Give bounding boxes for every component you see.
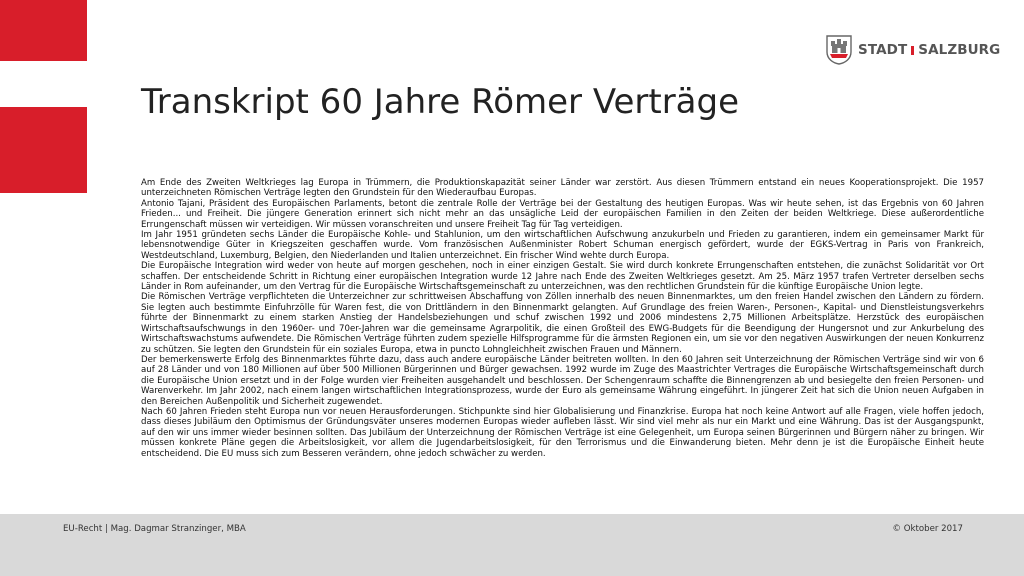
stadt-salzburg-logo xyxy=(826,35,1000,65)
logo-wordmark xyxy=(858,42,1000,58)
transcript-body xyxy=(141,178,984,459)
decorative-red-block-top xyxy=(0,0,87,61)
decorative-red-block-bottom xyxy=(0,107,87,193)
logo-text-stadt: STADT xyxy=(858,42,908,58)
logo-text-salzburg: SALZBURG xyxy=(918,42,1001,58)
transcript-paragraph: Im Jahr 1951 gründeten sechs Länder die Europäische Kohle- und Stahlunion, um den wirtschaftlichen Aufschwung anzukurbeln und Frieden zu garantieren, indem ein gemeinsamer Markt für lebensnotwendige Güter in Kriegszeiten geschaffen wurde. Vom französischen Außenminister Robert Schuman energisch gefördert, wurde der EGKS-Vertrag in Paris von Frankreich, Westdeutschland, Luxemburg, Belgien, den Niederlanden und Italien unterzeichnet. Ein frischer Wind wehte durch Europa. xyxy=(141,230,984,261)
logo-separator xyxy=(911,46,914,55)
transcript-paragraph: Die Römischen Verträge verpflichteten die Unterzeichner zur schrittweisen Abschaffung von Zöllen innerhalb des neuen Binnenmarktes, um den freien Handel zwischen den Ländern zu fördern. Sie legten auch bestimmte Einfuhrzölle für Waren fest, die von Drittländern in den Binnenmarkt gelangten. Auf Grundlage des freien Waren-, Personen-, Kapital- und Dienstleistungsverkehrs führte der Binnenmarkt zu einem starken Anstieg der Handelsbeziehungen und schuf zwischen 1992 und 2006 mindestens 2,75 Millionen Arbeitsplätze. Herzstück des europäischen Wirtschaftsaufschwungs in den 1960er- und 70er-Jahren war die gemeinsame Agrarpolitik, die einen Großteil des EWG-Budgets für die Beendigung der Hungersnot und zur Ankurbelung des Wirtschaftswachstums aufwendete. Die Römischen Verträge führten zudem spezielle Hilfsprogramme für die ärmsten Regionen ein, um sie vor den negativen Auswirkungen der neuen Konkurrenz zu schützen. Sie legten den Grundstein für ein soziales Europa, etwa in puncto Lohngleichheit zwischen Frauen und Männern. xyxy=(141,292,984,355)
footer-date: © Oktober 2017 xyxy=(892,524,963,534)
footer-author: EU-Recht | Mag. Dagmar Stranzinger, MBA xyxy=(63,524,246,534)
city-coat-of-arms-icon xyxy=(826,35,852,65)
transcript-paragraph: Der bemerkenswerte Erfolg des Binnenmarktes führte dazu, dass auch andere europäische Länder beitreten wollten. In den 60 Jahren seit Unterzeichnung der Römischen Verträge sind wir von 6 auf 28 Länder und von 180 Millionen auf über 500 Millionen Bürgerinnen und Bürger gewachsen. 1992 wurde im Zuge des Maastrichter Vertrages die Europäische Wirtschaftsgemeinschaft durch die Europäische Union ersetzt und in der Folge wurden vier Freiheiten ausgehandelt und beschlossen. Der Schengenraum schaffte die Binnengrenzen ab und besiegelte den freien Personen- und Warenverkehr. Im Jahr 2002, nach einem langen wirtschaftlichen Integrationsprozess, wurde der Euro als gemeinsame Währung eingeführt. In jüngerer Zeit hat sich die Union neuen Aufgaben in den Bereichen Außenpolitik und Sicherheit zugewendet. xyxy=(141,354,984,407)
transcript-paragraph: Nach 60 Jahren Frieden steht Europa nun vor neuen Herausforderungen. Stichpunkte sind hier Globalisierung und Finanzkrise. Europa hat noch keine Antwort auf alle Fragen, viele hoffen jedoch, dass dieses Jubiläum den Optimismus der Gründungsväter unseres modernen Europas wieder aufleben lässt. Wir sind viel mehr als nur ein Markt und eine Währung. Das ist der Ausgangspunkt, auf den wir uns immer wieder besinnen sollten. Das Jubiläum der Unterzeichnung der Römischen Verträge ist eine Gelegenheit, um Europa seinen Bürgerinnen und Bürgern näher zu bringen. Wir müssen konkrete Pläne gegen die Arbeitslosigkeit, vor allem die Jugendarbeitslosigkeit, für den Terrorismus und die Einwanderung bieten. Mehr denn je ist die Europäische Einheit heute entscheidend. Die EU muss sich zum Besseren verändern, ohne jedoch schwächer zu werden. xyxy=(141,406,984,459)
slide-title: Transkript 60 Jahre Römer Verträge xyxy=(141,82,740,122)
transcript-paragraph: Am Ende des Zweiten Weltkrieges lag Europa in Trümmern, die Produktionskapazität seiner Länder war zerstört. Aus diesen Trümmern entstand ein neues Kooperationsprojekt. Die 1957 unterzeichneten Römischen Verträge legten den Grundstein für den Wiederaufbau Europas. xyxy=(141,178,984,199)
transcript-paragraph: Die Europäische Integration wird weder von heute auf morgen geschehen, noch in einer einzigen Gestalt. Sie wird durch konkrete Errungenschaften entstehen, die zunächst Solidarität vor Ort schaffen. Der entscheidende Schritt in Richtung einer europäischen Integration wurde 12 Jahre nach Ende des Zweiten Weltkrieges gesetzt. Am 25. März 1957 trafen Vertreter derselben sechs Länder in Rom aufeinander, um den Vertrag für die Europäische Wirtschaftsgemeinschaft zu unterzeichnen, was den rechtlichen Grundstein für die künftige Europäische Union legte. xyxy=(141,261,984,293)
slide-footer xyxy=(0,514,1024,576)
transcript-paragraph: Antonio Tajani, Präsident des Europäischen Parlaments, betont die zentrale Rolle der Verträge bei der Gestaltung des heutigen Europas. Was wir heute sehen, ist das Ergebnis von 60 Jahren Frieden... und Freiheit. Die jüngere Generation erinnert sich nicht mehr an das unsägliche Leid der europäischen Familien in den Zeiten der beiden Weltkriege. Diese außerordentliche Errungenschaft müssen wir verteidigen. Wir müssen voranschreiten und unsere Freiheit Tag für Tag verteidigen. xyxy=(141,198,984,230)
